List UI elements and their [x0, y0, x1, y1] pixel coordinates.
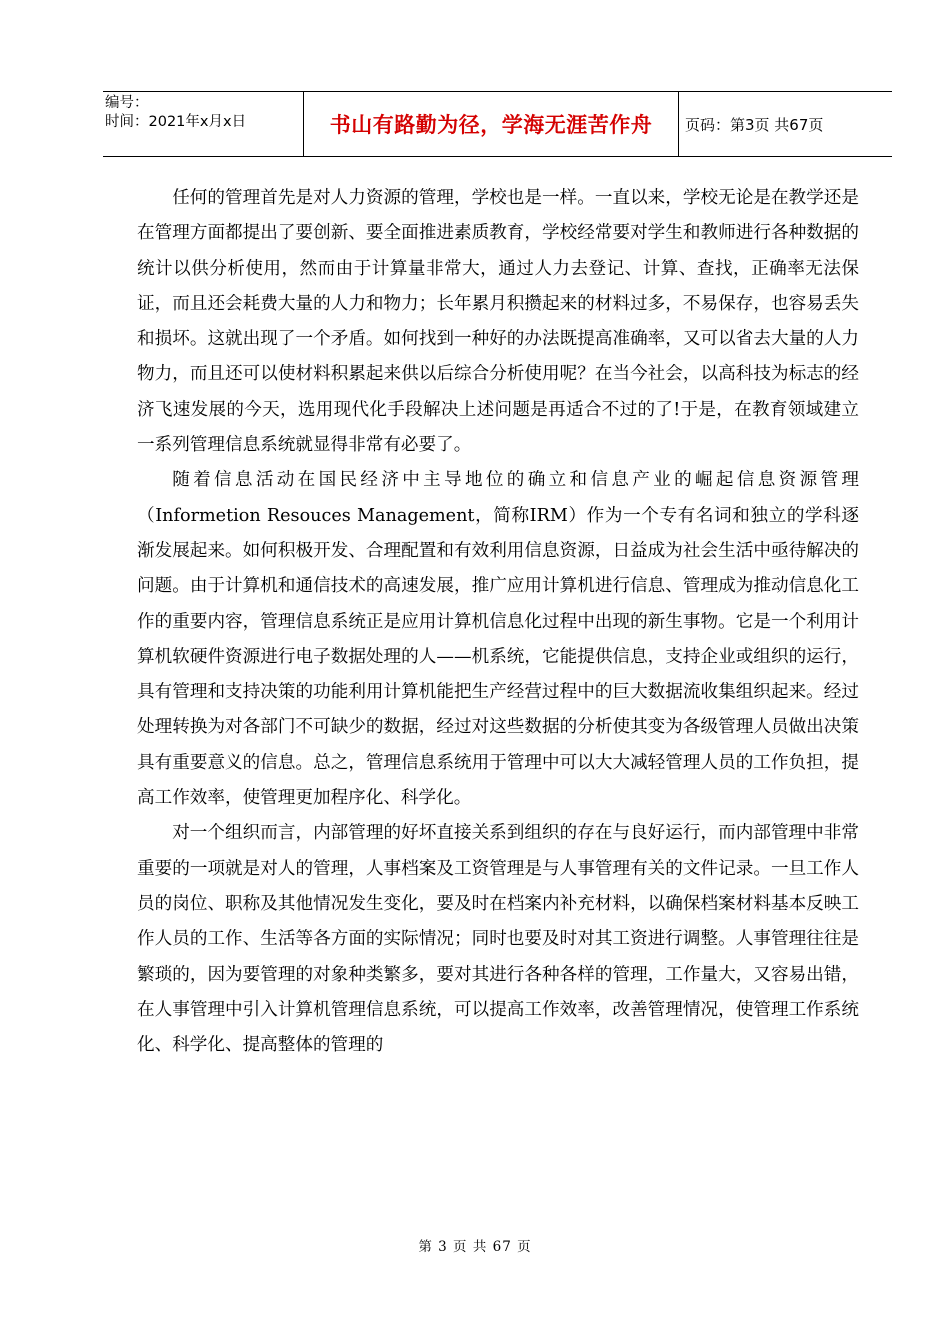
paragraph: 随着信息活动在国民经济中主导地位的确立和信息产业的崛起信息资源管理（Informetion Resouces Management，简称IRM）作为一个专有名词和独立的学科逐渐发展起来。如何积极开发、合理配置和有效利用信息资源，日益成为社会生活中亟待解决的问题。由于计算机和通信技术的高速发展，推广应用计算机进行信息、管理成为推动信息化工作的重要内容，管理信息系统正是应用计算机信息化过程中出现的新生事物。它是一个利用计算机软硬件资源进行电子数据处理的人——机系统，它能提供信息，支持企业或组织的运行，具有管理和支持决策的功能利用计算机能把生产经营过程中的巨大数据流收集组织起来。经过处理转换为对各部门不可缺少的数据，经过对这些数据的分析使其变为各级管理人员做出决策具有重要意义的信息。总之，管理信息系统用于管理中可以大大减轻管理人员的工作负担，提高工作效率，使管理更加程序化、科学化。: [137, 470, 859, 809]
paragraph: 对一个组织而言，内部管理的好坏直接关系到组织的存在与良好运行，而内部管理中非常重要的一项就是对人的管理，人事档案及工资管理是与人事管理有关的文件记录。一旦工作人员的岗位、职称及其他情况发生变化，要及时在档案内补充材料，以确保档案材料基本反映工作人员的工作、生活等各方面的实际情况；同时也要及时对其工资进行调整。人事管理往往是繁琐的，因为要管理的对象种类繁多，要对其进行各种各样的管理，工作量大，又容易出错，在人事管理中引入计算机管理信息系统，可以提高工作效率，改善管理情况，使管理工作系统化、科学化、提高整体的管理的: [137, 823, 859, 1056]
header-motto: [303, 92, 679, 156]
date-label: 时间：2021年x月x日: [105, 114, 247, 130]
page-info-text: 页码：第3页 共67页: [685, 115, 824, 134]
page-footer: 第 3 页 共 67 页: [418, 1239, 532, 1255]
page-header: [103, 91, 892, 157]
paragraph: 任何的管理首先是对人力资源的管理，学校也是一样。一直以来，学校无论是在教学还是在管理方面都提出了要创新、要全面推进素质教育，学校经常要对学生和教师进行各种数据的统计以供分析使用，然而由于计算量非常大，通过人力去登记、计算、查找，正确率无法保证，而且还会耗费大量的人力和物力；长年累月积攒起来的材料过多，不易保存，也容易丢失和损坏。这就出现了一个矛盾。如何找到一种好的办法既提高准确率，又可以省去大量的人力物力，而且还可以使材料积累起来供以后综合分析使用呢？在当今社会，以高科技为标志的经济飞速发展的今天，选用现代化手段解决上述问题是再适合不过的了!于是，在教育领域建立一系列管理信息系统就显得非常有必要了。: [137, 188, 859, 456]
header-meta: [103, 92, 303, 156]
motto-text: 书山有路勤为径，学海无涯苦作舟: [329, 113, 653, 137]
document-body: [137, 181, 859, 1063]
serial-number-label: 编号：: [105, 95, 149, 111]
header-page-info: [679, 92, 892, 156]
